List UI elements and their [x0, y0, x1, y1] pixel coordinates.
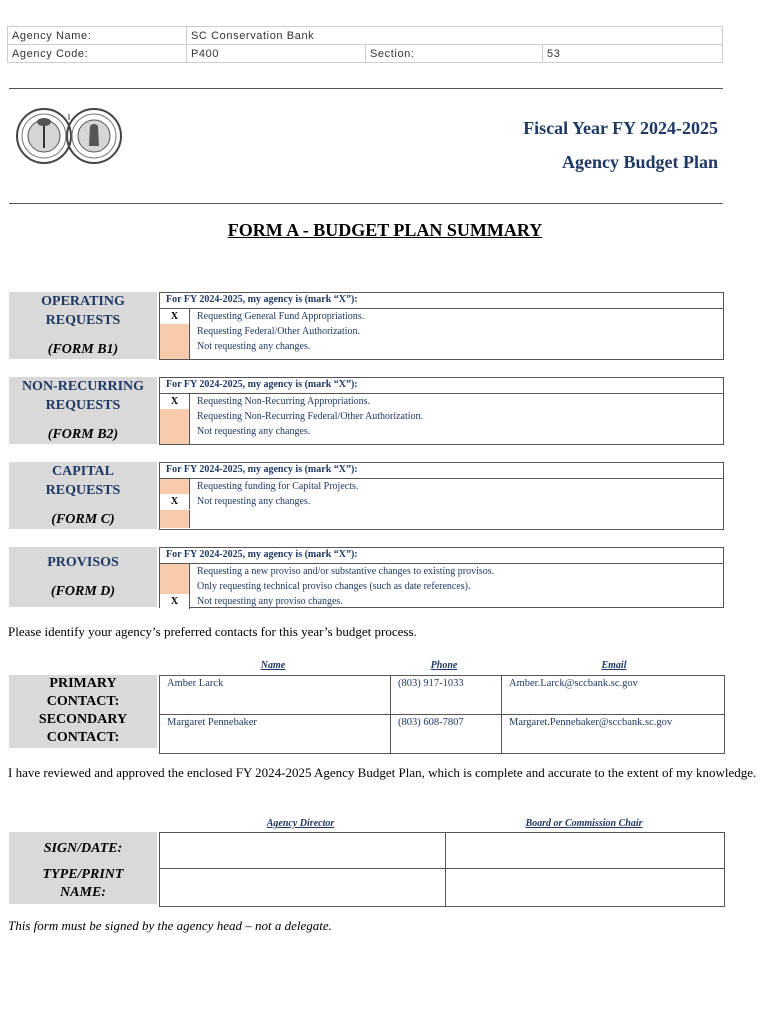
- capital-empty-mark: [160, 510, 190, 528]
- non-recurring-option-text: Requesting Non-Recurring Appropriations.: [197, 396, 371, 407]
- non-recurring-option-row[interactable]: [160, 409, 723, 424]
- capital-option-mark[interactable]: X: [160, 494, 190, 509]
- section-label: Section:: [366, 45, 543, 63]
- contacts-table: [159, 675, 725, 754]
- capital-requests-label: [9, 462, 157, 529]
- non-recurring-option-mark[interactable]: [160, 409, 190, 424]
- non-recurring-requests-label: [9, 377, 157, 444]
- operating-requests-box: [159, 292, 724, 360]
- agency-code-value: P400: [187, 45, 366, 63]
- operating-option-text: Not requesting any changes.: [197, 341, 311, 352]
- provisos-option-text: Not requesting any proviso changes.: [197, 596, 343, 607]
- operating-requests-line1: OPERATING: [41, 294, 125, 309]
- capital-requests-heading: For FY 2024-2025, my agency is (mark “X”):: [160, 463, 723, 479]
- provisos-label: [9, 547, 157, 607]
- chair-signature-field[interactable]: [446, 833, 725, 869]
- chair-name-field[interactable]: [446, 869, 725, 907]
- non-recurring-option-text: Requesting Non-Recurring Federal/Other Authorization.: [197, 411, 424, 422]
- non-recurring-requests-heading: For FY 2024-2025, my agency is (mark “X”):: [160, 378, 723, 394]
- agency-name-row: [8, 27, 723, 45]
- approval-statement: I have reviewed and approved the enclosed FY 2024-2025 Agency Budget Plan, which is complete and accurate to the extent of my knowledge.: [8, 765, 757, 780]
- capital-option-text: Not requesting any changes.: [197, 496, 311, 507]
- print-name-row: [160, 869, 725, 907]
- operating-option-row[interactable]: [160, 339, 723, 359]
- director-name-field[interactable]: [160, 869, 446, 907]
- sign-date-label: SIGN/DATE:: [9, 832, 157, 866]
- operating-option-mark[interactable]: [160, 324, 190, 339]
- agency-code-row: [8, 45, 723, 63]
- capital-requests-line1: CAPITAL: [52, 464, 114, 479]
- non-recurring-requests-box: [159, 377, 724, 445]
- agency-info-table: [7, 26, 723, 63]
- provisos-option-row[interactable]: [160, 579, 723, 594]
- secondary-contact-label-line2: CONTACT:: [46, 730, 120, 745]
- provisos-heading: For FY 2024-2025, my agency is (mark “X”):: [160, 548, 723, 564]
- header-bottom-rule: [9, 203, 723, 204]
- agency-director-header: Agency Director: [266, 818, 335, 829]
- signature-table: [159, 832, 725, 907]
- contacts-intro: Please identify your agency’s preferred contacts for this year’s budget process.: [8, 624, 417, 639]
- secondary-contact-name[interactable]: Margaret Pennebaker: [160, 715, 391, 754]
- director-signature-field[interactable]: [160, 833, 446, 869]
- non-recurring-requests-form: (FORM B2): [47, 427, 119, 442]
- capital-requests-form: (FORM C): [51, 512, 115, 527]
- agency-name-label: Agency Name:: [8, 27, 187, 45]
- fiscal-year-title: Fiscal Year FY 2024-2025: [523, 118, 718, 138]
- non-recurring-option-row[interactable]: [160, 424, 723, 444]
- non-recurring-option-text: Not requesting any changes.: [197, 426, 311, 437]
- form-title: FORM A - BUDGET PLAN SUMMARY: [227, 220, 543, 240]
- contacts-name-header: Name: [260, 660, 286, 671]
- primary-contact-email[interactable]: Amber.Larck@sccbank.sc.gov: [502, 676, 725, 715]
- primary-contact-name[interactable]: Amber Larck: [160, 676, 391, 715]
- operating-option-text: Requesting Federal/Other Authorization.: [197, 326, 361, 337]
- operating-requests-heading: For FY 2024-2025, my agency is (mark “X”):: [160, 293, 723, 309]
- header-top-rule: [9, 88, 723, 89]
- board-chair-header: Board or Commission Chair: [525, 818, 643, 829]
- capital-option-text: Requesting funding for Capital Projects.: [197, 481, 359, 492]
- non-recurring-requests-line1: NON-RECURRING: [21, 379, 145, 394]
- capital-option-mark[interactable]: [160, 479, 190, 494]
- sign-date-row: [160, 833, 725, 869]
- budget-plan-title: Agency Budget Plan: [561, 152, 718, 172]
- operating-requests-form: (FORM B1): [47, 342, 119, 357]
- capital-requests-box: [159, 462, 724, 530]
- section-value: 53: [543, 45, 723, 63]
- provisos-form: (FORM D): [50, 584, 116, 599]
- provisos-option-mark[interactable]: X: [160, 594, 190, 609]
- provisos-option-row[interactable]: [160, 594, 723, 609]
- primary-contact-row: [160, 676, 725, 715]
- provisos-box: [159, 547, 724, 608]
- primary-contact-label-line1: PRIMARY: [49, 676, 117, 691]
- non-recurring-option-mark[interactable]: X: [160, 394, 190, 409]
- operating-option-mark[interactable]: [160, 339, 190, 359]
- secondary-contact-row: [160, 715, 725, 754]
- operating-option-text: Requesting General Fund Appropriations.: [197, 311, 365, 322]
- signature-footer-note: This form must be signed by the agency head – not a delegate.: [8, 918, 332, 933]
- operating-option-row[interactable]: [160, 324, 723, 339]
- capital-option-row[interactable]: [160, 494, 723, 509]
- agency-name-value: SC Conservation Bank: [187, 27, 723, 45]
- secondary-contact-phone[interactable]: (803) 608-7807: [391, 715, 502, 754]
- non-recurring-option-mark[interactable]: [160, 424, 190, 444]
- provisos-line1: PROVISOS: [47, 555, 119, 570]
- operating-requests-line2: REQUESTS: [45, 313, 121, 328]
- contacts-phone-header: Phone: [430, 660, 458, 671]
- secondary-contact-label: [9, 711, 157, 748]
- secondary-contact-label-line1: SECONDARY: [38, 712, 128, 727]
- provisos-option-row[interactable]: [160, 564, 723, 579]
- primary-contact-label-line2: CONTACT:: [46, 694, 120, 709]
- primary-contact-phone[interactable]: (803) 917-1033: [391, 676, 502, 715]
- secondary-contact-email[interactable]: Margaret.Pennebaker@sccbank.sc.gov: [502, 715, 725, 754]
- provisos-option-text: Requesting a new proviso and/or substantive changes to existing provisos.: [197, 566, 495, 577]
- agency-code-label: Agency Code:: [8, 45, 187, 63]
- primary-contact-label: [9, 675, 157, 711]
- non-recurring-requests-line2: REQUESTS: [45, 398, 121, 413]
- capital-requests-line2: REQUESTS: [45, 483, 121, 498]
- operating-option-mark[interactable]: X: [160, 309, 190, 324]
- type-print-name-label: [9, 866, 157, 904]
- capital-option-row[interactable]: [160, 479, 723, 494]
- contacts-email-header: Email: [601, 660, 627, 671]
- provisos-option-mark[interactable]: [160, 579, 190, 594]
- provisos-option-mark[interactable]: [160, 564, 190, 579]
- type-print-line2: NAME:: [60, 885, 106, 900]
- operating-requests-label: [9, 292, 157, 359]
- operating-option-row[interactable]: [160, 309, 723, 324]
- non-recurring-option-row[interactable]: [160, 394, 723, 409]
- provisos-option-text: Only requesting technical proviso changes (such as date references).: [197, 581, 471, 592]
- type-print-line1: TYPE/PRINT: [42, 867, 124, 882]
- state-seal-icon: [14, 90, 124, 182]
